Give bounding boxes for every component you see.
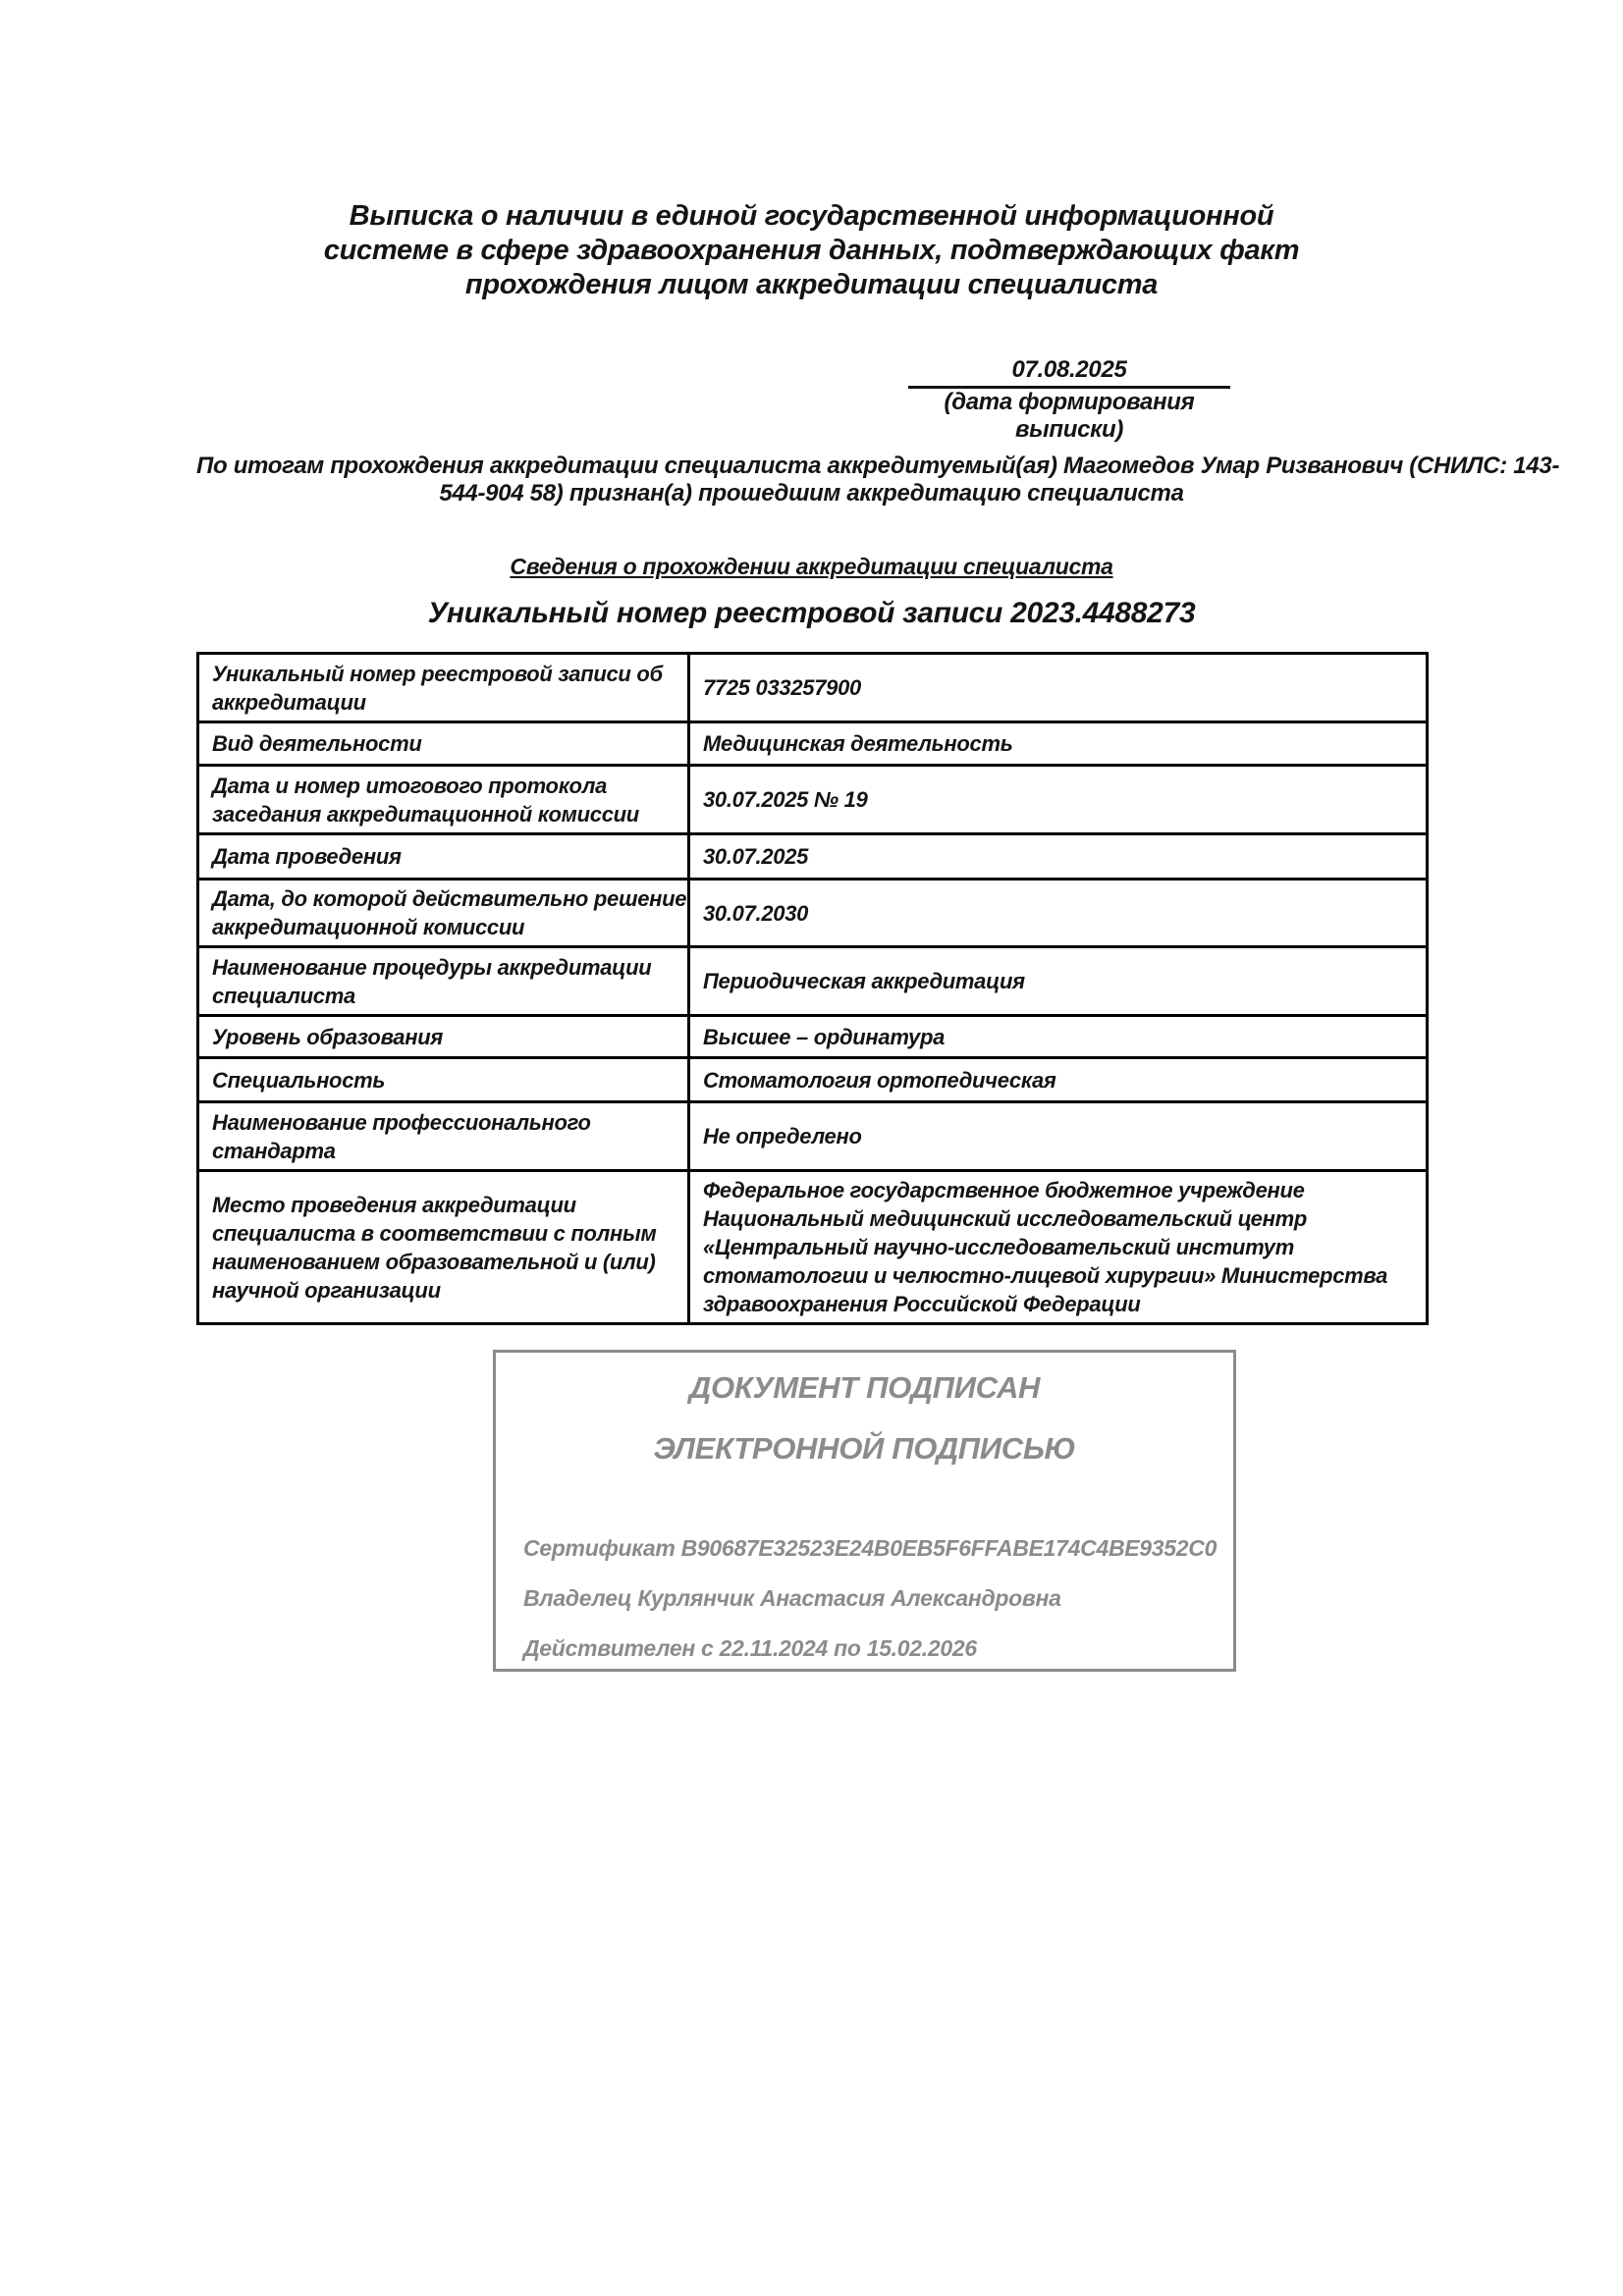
- row-value-line: 30.07.2030: [703, 900, 809, 926]
- table-row: [198, 766, 1428, 834]
- row-value: [689, 722, 1428, 766]
- row-label: [198, 1171, 689, 1324]
- document-title-line: системе в сфере здравоохранения данных, подтверждающих факт: [323, 235, 1300, 266]
- intro-paragraph: [196, 453, 1560, 507]
- row-label-line: стандарта: [212, 1138, 336, 1163]
- row-label: [198, 766, 689, 834]
- signature-validity: Действителен с 22.11.2024 по 15.02.2026: [523, 1635, 977, 1661]
- row-value-line: Федеральное государственное бюджетное учреждение: [703, 1178, 1305, 1202]
- table-row: [198, 654, 1428, 722]
- table-row: [198, 722, 1428, 766]
- section-heading: Сведения о прохождении аккредитации специалиста: [510, 554, 1113, 579]
- signature-certificate: Сертификат B90687E32523E24B0EB5F6FFABE174C4BE9352C0: [523, 1535, 1217, 1561]
- row-value-line: 30.07.2025: [703, 844, 809, 869]
- document-title-line: прохождения лицом аккредитации специалиста: [464, 269, 1159, 300]
- row-label-line: Наименование профессионального: [212, 1109, 591, 1135]
- row-label-line: аккредитации: [212, 689, 366, 715]
- row-value-line: «Центральный научно-исследовательский институт: [703, 1235, 1294, 1259]
- table-row: [198, 947, 1428, 1016]
- document-title: [196, 199, 1427, 302]
- issue-date-caption: (дата формирования выписки): [944, 389, 1195, 443]
- row-label: [198, 1102, 689, 1171]
- row-label-line: аккредитационной комиссии: [212, 915, 525, 939]
- signature-header-line-1: ДОКУМЕНТ ПОДПИСАН: [688, 1370, 1041, 1405]
- intro-paragraph-line: По итогам прохождения аккредитации специалиста аккредитуемый(ая) Магомедов Умар Ризванович (СНИЛС: 143-: [196, 453, 1560, 479]
- document-title-line: Выписка о наличии в единой государственной информационной: [349, 200, 1274, 232]
- row-label: [198, 1058, 689, 1102]
- row-label-line: Специальность: [212, 1067, 386, 1093]
- row-label: [198, 722, 689, 766]
- row-label-line: Дата, до которой действительно решение: [212, 886, 687, 911]
- table-row: [198, 880, 1428, 947]
- row-label-line: заседания аккредитационной комиссии: [212, 801, 639, 827]
- row-value-line: здравоохранения Российской Федерации: [703, 1292, 1141, 1316]
- row-label-line: научной организации: [212, 1277, 441, 1303]
- row-label-line: Место проведения аккредитации: [212, 1192, 576, 1217]
- signature-header-line-2: ЭЛЕКТРОННОЙ ПОДПИСЬЮ: [653, 1431, 1076, 1466]
- row-label: [198, 1016, 689, 1058]
- row-label-line: Уровень образования: [212, 1024, 443, 1049]
- row-value: [689, 654, 1428, 722]
- issue-date: 07.08.2025: [908, 357, 1230, 389]
- table-row: [198, 1102, 1428, 1171]
- row-label-line: Наименование процедуры аккредитации: [212, 954, 652, 980]
- row-label: [198, 834, 689, 880]
- electronic-signature-stamp: [493, 1350, 1236, 1672]
- accreditation-table: [196, 652, 1429, 1325]
- table-row: [198, 1171, 1428, 1324]
- row-value-line: Стоматология ортопедическая: [703, 1067, 1056, 1093]
- row-label-line: специалиста: [212, 983, 355, 1008]
- row-value: [689, 947, 1428, 1016]
- row-value: [689, 834, 1428, 880]
- row-label-line: Дата проведения: [212, 844, 402, 869]
- row-label-line: Дата и номер итогового протокола: [212, 773, 608, 798]
- row-label: [198, 654, 689, 722]
- intro-paragraph-line: 544-904 58) признан(а) прошедшим аккредитацию специалиста: [439, 480, 1184, 507]
- row-value-line: Национальный медицинский исследовательский центр: [703, 1206, 1307, 1231]
- row-label: [198, 880, 689, 947]
- row-label-line: Уникальный номер реестровой записи об: [212, 661, 663, 686]
- issue-date-block: [908, 357, 1230, 444]
- registry-number-heading: Уникальный номер реестровой записи 2023.4488273: [427, 597, 1196, 629]
- row-value-line: Высшее – ординатура: [703, 1024, 946, 1049]
- row-value-line: Медицинская деятельность: [703, 731, 1013, 756]
- row-value-line: стоматологии и челюстно-лицевой хирургии» Министерства: [703, 1263, 1388, 1288]
- table-row: [198, 834, 1428, 880]
- row-value: [689, 1171, 1428, 1324]
- row-value: [689, 1016, 1428, 1058]
- row-label: [198, 947, 689, 1016]
- row-value-line: Не определено: [703, 1124, 862, 1148]
- row-value-line: 7725 033257900: [703, 675, 861, 700]
- row-value: [689, 1102, 1428, 1171]
- table-row: [198, 1016, 1428, 1058]
- row-value-line: 30.07.2025 № 19: [703, 787, 868, 812]
- signature-owner: Владелец Курлянчик Анастасия Александровна: [523, 1585, 1061, 1611]
- row-value: [689, 880, 1428, 947]
- table-row: [198, 1058, 1428, 1102]
- row-value: [689, 1058, 1428, 1102]
- row-label-line: наименованием образовательной и (или): [212, 1249, 656, 1274]
- row-label-line: Вид деятельности: [212, 731, 422, 756]
- row-value: [689, 766, 1428, 834]
- row-label-line: специалиста в соответствии с полным: [212, 1220, 657, 1246]
- row-value-line: Периодическая аккредитация: [703, 969, 1025, 993]
